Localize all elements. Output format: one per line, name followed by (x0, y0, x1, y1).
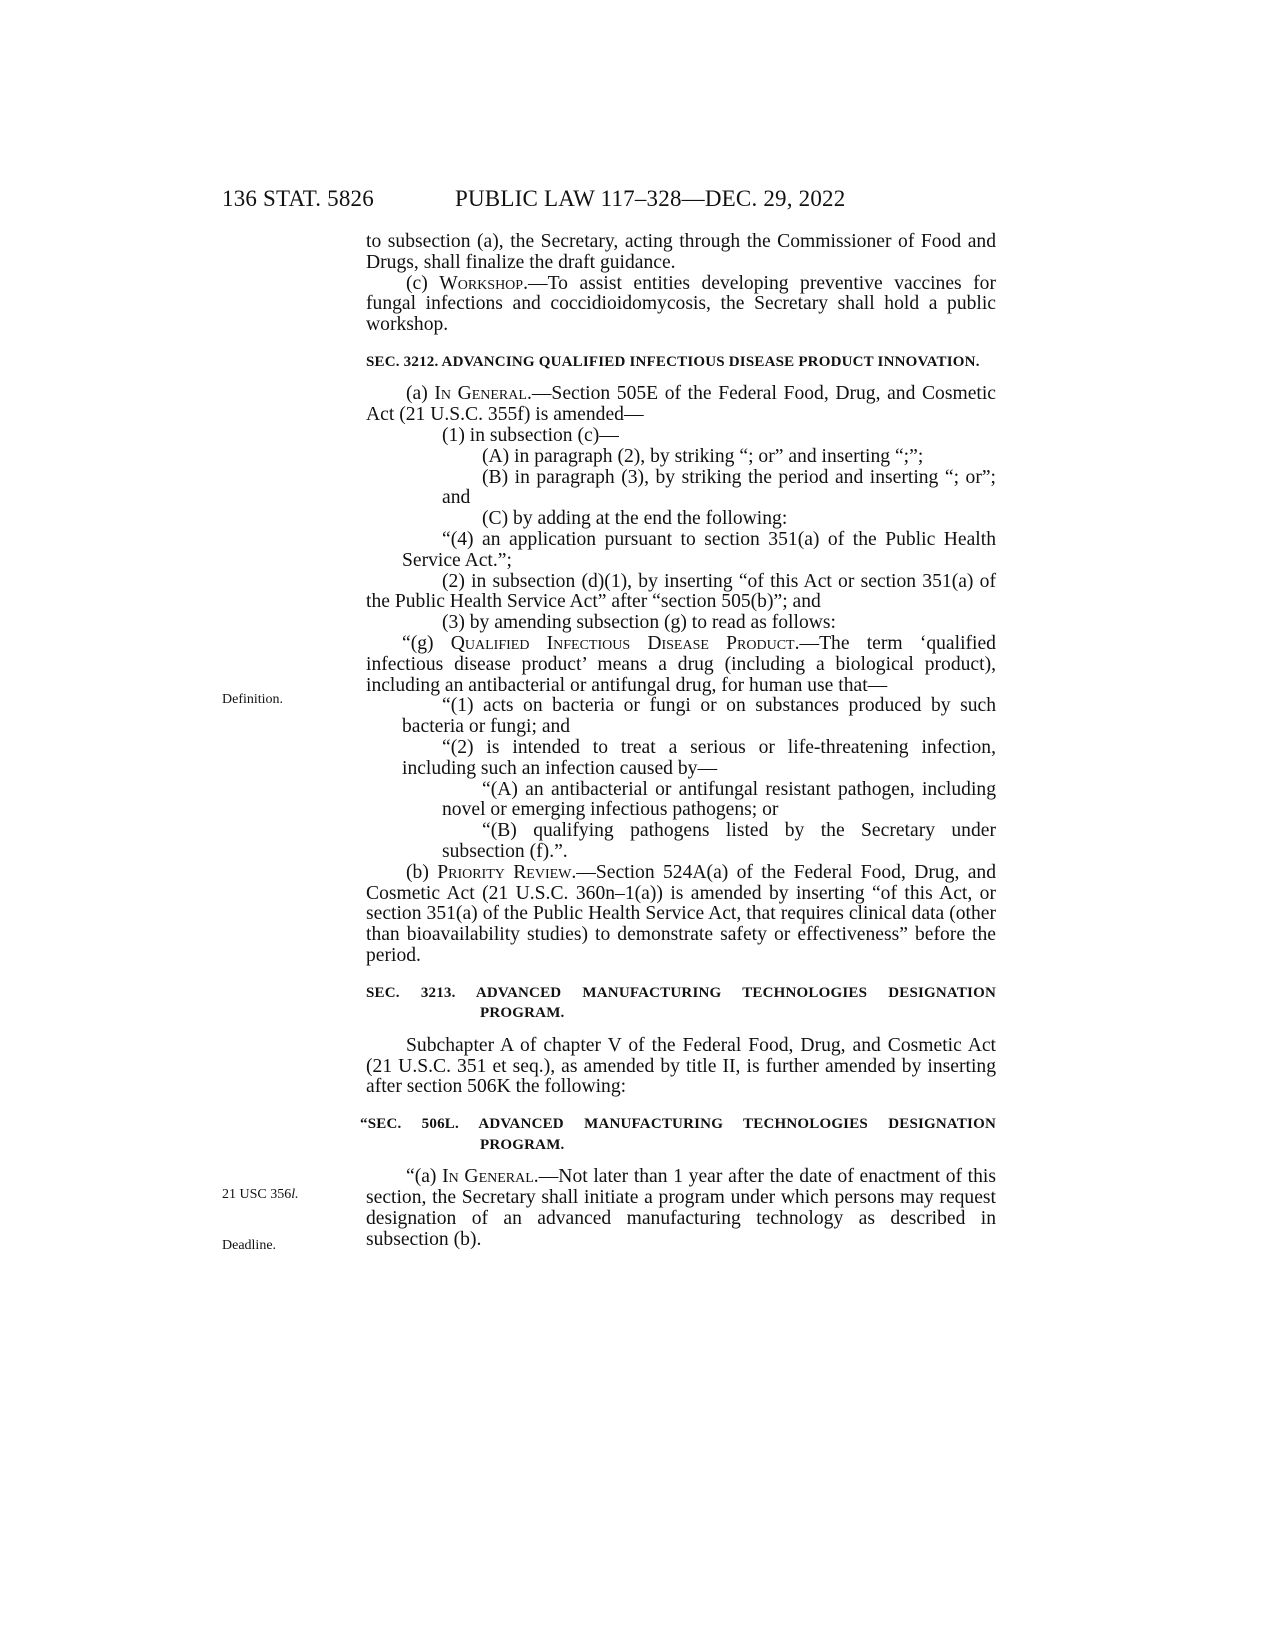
subsection-g-text: .—The term ‘qualified infectious disease product’ means a drug (including a biological product), including an antibacterial or antifungal drug, for human use that— (366, 633, 996, 696)
subsection-c-workshop (366, 274, 996, 336)
quoted-paragraph-4: “(4) an application pursuant to section 351(a) of the Public Health Service Act.”; (402, 529, 996, 571)
stat-page-reference: 136 STAT. 5826 (222, 186, 374, 211)
subsection-c-text: .—To assist entities developing preventive vaccines for fungal infections and coccidioidomycosis, the Secretary shall hold a public workshop. (366, 272, 996, 336)
running-header-title: PUBLIC LAW 117–328—DEC. 29, 2022 (455, 186, 846, 211)
section-3213-heading: SEC. 3213. ADVANCED MANUFACTURING TECHNOLOGIES DESIGNATION PROGRAM. (366, 984, 996, 1022)
subsection-b-heading: Priority Review (437, 861, 572, 883)
quoted-a-heading: In General (442, 1166, 534, 1188)
paragraph-2: (2) in subsection (d)(1), by inserting “of this Act or section 351(a) of the Public Health Service Act” after “section 505(b)”; and (366, 570, 996, 613)
paragraph-continuation: to subsection (a), the Secretary, acting through the Commissioner of Food and Drugs, shall finalize the draft guidance. (366, 231, 996, 273)
paragraph-3: (3) by amending subsection (g) to read as follows: (442, 612, 836, 634)
usc-citation-text: 21 USC 356 (222, 1187, 292, 1202)
quoted-a-text: .—Not later than 1 year after the date of enactment of this section, the Secretary shall initiate a program under which persons may request designation of an advanced manufacturing technology as described in subsection (b). (366, 1166, 996, 1250)
quoted-g-paragraph-1: “(1) acts on bacteria or fungi or on substances produced by such bacteria or fungi; and (402, 695, 996, 738)
margin-note-usc-citation (222, 1187, 299, 1203)
subsection-g-enum: “(g) (402, 633, 451, 655)
subsection-b-text: .—Section 524A(a) of the Federal Food, Drug, and Cosmetic Act (21 U.S.C. 360n–1(a)) is amended by inserting “of this Act, or section 351(a) of the Public Health Service Act, that requires clinical data (other than bioavailability studies) to demonstrate safety or effectiveness” before the period. (366, 861, 997, 966)
subsection-a-enum: (a) (406, 383, 435, 405)
margin-note-deadline: Deadline. (222, 1238, 277, 1253)
section-3212-heading: SEC. 3212. ADVANCING QUALIFIED INFECTIOUS DISEASE PRODUCT INNOVATION. (366, 353, 980, 370)
subparagraph-b: (B) in paragraph (3), by striking the period and inserting “; or”; and (442, 466, 996, 509)
paragraph-1: (1) in subsection (c)— (442, 425, 619, 447)
usc-citation-suffix: l. (291, 1187, 299, 1202)
quoted-a-enum: “(a) (406, 1166, 443, 1188)
subparagraph-c: (C) by adding at the end the following: (482, 508, 788, 530)
subsection-b-enum: (b) (406, 861, 438, 883)
section-3213-text: Subchapter A of chapter V of the Federal Food, Drug, and Cosmetic Act (21 U.S.C. 351 et seq.), as amended by title II, is further amended by inserting after section 506K the following: (366, 1034, 996, 1098)
subsection-a-text: .—Section 505E of the Federal Food, Drug, and Cosmetic Act (21 U.S.C. 355f) is amended— (366, 383, 996, 426)
subparagraph-a: (A) in paragraph (2), by striking “; or” and inserting “;”; (482, 445, 924, 467)
subsection-g-heading: Qualified Infectious Disease Product (450, 633, 795, 655)
body-text (360, 231, 997, 1250)
subsection-c-enum: (c) (406, 272, 440, 294)
quoted-g-paragraph-2: “(2) is intended to treat a serious or life-threatening infection, including such an infection caused by— (402, 737, 996, 779)
margin-note-definition: Definition. (222, 692, 284, 707)
subsection-a-in-general (366, 384, 996, 426)
subsection-a-heading: In General (434, 383, 527, 405)
quoted-g-subparagraph-a: “(A) an antibacterial or antifungal resistant pathogen, including novel or emerging infectious pathogens; or (442, 778, 996, 821)
section-506l-heading: “SEC. 506L. ADVANCED MANUFACTURING TECHNOLOGIES DESIGNATION PROGRAM. (360, 1116, 996, 1153)
subsection-c-heading: Workshop (439, 272, 524, 294)
quoted-subsection-a-in-general (366, 1167, 996, 1250)
quoted-g-subparagraph-b: “(B) qualifying pathogens listed by the Secretary under subsection (f).”. (442, 820, 996, 863)
quoted-subsection-g (366, 634, 996, 696)
subsection-b-priority-review (366, 863, 996, 967)
